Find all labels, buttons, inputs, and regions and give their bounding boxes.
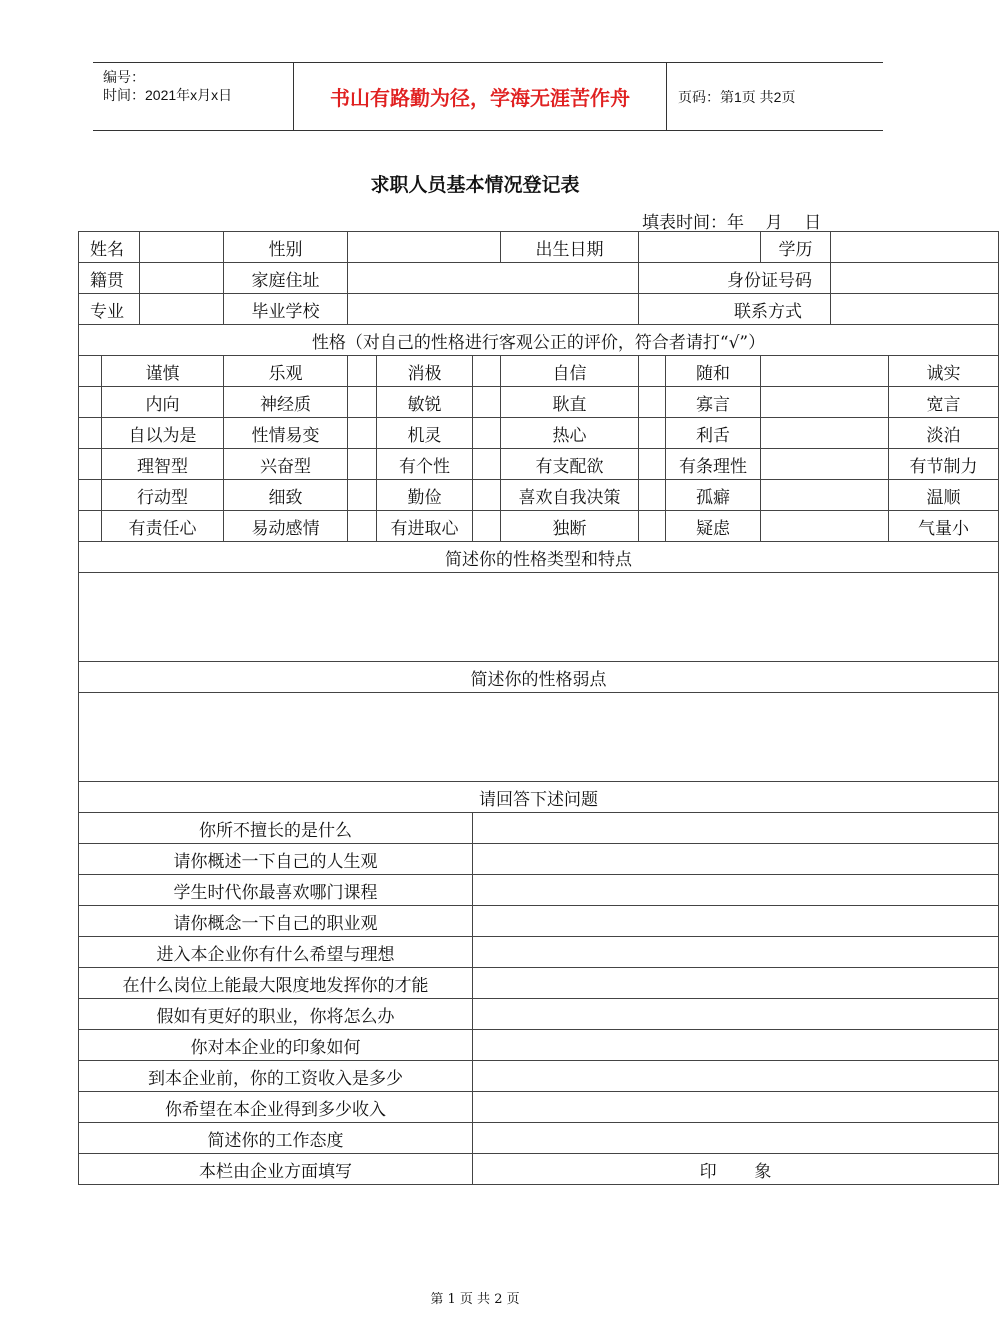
trait-label: 随和 bbox=[666, 356, 761, 387]
trait-checkbox[interactable] bbox=[761, 356, 889, 387]
trait-label: 有支配欲 bbox=[501, 449, 639, 480]
trait-label: 有责任心 bbox=[102, 511, 224, 542]
trait-checkbox[interactable] bbox=[639, 387, 666, 418]
gender-field[interactable] bbox=[348, 232, 501, 263]
trait-label: 易动感情 bbox=[224, 511, 348, 542]
trait-checkbox[interactable] bbox=[639, 511, 666, 542]
trait-row bbox=[79, 449, 999, 480]
trait-label: 乐观 bbox=[224, 356, 348, 387]
trait-label: 自信 bbox=[501, 356, 639, 387]
trait-label: 寡言 bbox=[666, 387, 761, 418]
fill-time: 填表时间：年 月 日 bbox=[642, 213, 822, 233]
trait-checkbox[interactable] bbox=[639, 418, 666, 449]
trait-label: 有进取心 bbox=[377, 511, 473, 542]
page-header bbox=[93, 62, 883, 131]
native-field[interactable] bbox=[140, 263, 224, 294]
company-fill-row bbox=[79, 1154, 999, 1185]
trait-checkbox[interactable] bbox=[348, 449, 377, 480]
address-field[interactable] bbox=[348, 263, 639, 294]
name-label: 姓名 bbox=[79, 232, 140, 263]
question-answer-field[interactable] bbox=[473, 906, 999, 937]
trait-checkbox[interactable] bbox=[79, 449, 102, 480]
trait-label: 内向 bbox=[102, 387, 224, 418]
trait-checkbox[interactable] bbox=[639, 480, 666, 511]
trait-label: 勤俭 bbox=[377, 480, 473, 511]
page-footer: 第 1 页 共 2 页 bbox=[430, 1292, 520, 1307]
question-answer-field[interactable] bbox=[473, 1030, 999, 1061]
birth-label: 出生日期 bbox=[501, 232, 639, 263]
contact-label: 联系方式 bbox=[639, 294, 831, 325]
registration-form bbox=[78, 231, 999, 1185]
trait-checkbox[interactable] bbox=[473, 511, 501, 542]
question-answer-field[interactable] bbox=[473, 844, 999, 875]
trait-label: 有个性 bbox=[377, 449, 473, 480]
question-answer-field[interactable] bbox=[473, 968, 999, 999]
question-label: 你对本企业的印象如何 bbox=[79, 1030, 473, 1061]
question-row bbox=[79, 906, 999, 937]
describe-weakness-field[interactable] bbox=[79, 693, 999, 782]
question-label: 在什么岗位上能最大限度地发挥你的才能 bbox=[79, 968, 473, 999]
trait-label: 气量小 bbox=[889, 511, 999, 542]
company-fill-label: 本栏由企业方面填写 bbox=[79, 1154, 473, 1185]
trait-label: 敏锐 bbox=[377, 387, 473, 418]
trait-label: 利舌 bbox=[666, 418, 761, 449]
question-label: 学生时代你最喜欢哪门课程 bbox=[79, 875, 473, 906]
personality-header-row bbox=[79, 325, 999, 356]
question-row bbox=[79, 937, 999, 968]
major-label: 专业 bbox=[79, 294, 140, 325]
trait-label: 独断 bbox=[501, 511, 639, 542]
questions-header: 请回答下述问题 bbox=[79, 782, 999, 813]
trait-label: 性情易变 bbox=[224, 418, 348, 449]
trait-checkbox[interactable] bbox=[79, 356, 102, 387]
trait-checkbox[interactable] bbox=[348, 387, 377, 418]
trait-checkbox[interactable] bbox=[79, 480, 102, 511]
question-label: 假如有更好的职业，你将怎么办 bbox=[79, 999, 473, 1030]
describe-type-label: 简述你的性格类型和特点 bbox=[79, 542, 999, 573]
question-row bbox=[79, 968, 999, 999]
question-answer-field[interactable] bbox=[473, 813, 999, 844]
trait-row bbox=[79, 356, 999, 387]
describe-type-header-row bbox=[79, 542, 999, 573]
address-label: 家庭住址 bbox=[224, 263, 348, 294]
header-meta bbox=[93, 63, 294, 130]
trait-checkbox[interactable] bbox=[639, 449, 666, 480]
trait-label: 淡泊 bbox=[889, 418, 999, 449]
motto-text: 书山有路勤为径，学海无涯苦作舟 bbox=[294, 63, 667, 130]
impression-label: 印 象 bbox=[473, 1154, 999, 1185]
trait-checkbox[interactable] bbox=[761, 449, 889, 480]
page-info: 页码：第1页 共2页 bbox=[678, 88, 796, 105]
trait-checkbox[interactable] bbox=[79, 387, 102, 418]
basic-info-row-1 bbox=[79, 232, 999, 263]
describe-weakness-answer-row bbox=[79, 693, 999, 782]
trait-label: 有节制力 bbox=[889, 449, 999, 480]
number-label: 编号： bbox=[103, 69, 145, 85]
question-answer-field[interactable] bbox=[473, 1092, 999, 1123]
question-row bbox=[79, 875, 999, 906]
trait-label: 疑虑 bbox=[666, 511, 761, 542]
name-field[interactable] bbox=[140, 232, 224, 263]
question-label: 简述你的工作态度 bbox=[79, 1123, 473, 1154]
trait-label: 喜欢自我决策 bbox=[501, 480, 639, 511]
id-field[interactable] bbox=[831, 263, 999, 294]
gender-label: 性别 bbox=[224, 232, 348, 263]
question-row bbox=[79, 1061, 999, 1092]
trait-checkbox[interactable] bbox=[473, 418, 501, 449]
trait-label: 机灵 bbox=[377, 418, 473, 449]
time-label: 时间：2021年x月x日 bbox=[103, 87, 233, 103]
trait-checkbox[interactable] bbox=[348, 418, 377, 449]
personality-header: 性格（对自己的性格进行客观公正的评价，符合者请打“√”） bbox=[79, 325, 999, 356]
trait-label: 理智型 bbox=[102, 449, 224, 480]
basic-info-row-3 bbox=[79, 294, 999, 325]
question-row bbox=[79, 1123, 999, 1154]
trait-label: 温顺 bbox=[889, 480, 999, 511]
trait-checkbox[interactable] bbox=[761, 418, 889, 449]
trait-checkbox[interactable] bbox=[79, 511, 102, 542]
question-answer-field[interactable] bbox=[473, 999, 999, 1030]
trait-label: 神经质 bbox=[224, 387, 348, 418]
question-answer-field[interactable] bbox=[473, 875, 999, 906]
trait-row bbox=[79, 387, 999, 418]
school-label: 毕业学校 bbox=[224, 294, 348, 325]
trait-checkbox[interactable] bbox=[761, 387, 889, 418]
trait-label: 诚实 bbox=[889, 356, 999, 387]
describe-weakness-label: 简述你的性格弱点 bbox=[79, 662, 999, 693]
native-label: 籍贯 bbox=[79, 263, 140, 294]
trait-label: 兴奋型 bbox=[224, 449, 348, 480]
question-answer-field[interactable] bbox=[473, 1061, 999, 1092]
question-answer-field[interactable] bbox=[473, 1123, 999, 1154]
contact-field[interactable] bbox=[831, 294, 999, 325]
major-field[interactable] bbox=[140, 294, 224, 325]
question-answer-field[interactable] bbox=[473, 937, 999, 968]
trait-checkbox[interactable] bbox=[348, 356, 377, 387]
question-row bbox=[79, 813, 999, 844]
question-label: 进入本企业你有什么希望与理想 bbox=[79, 937, 473, 968]
trait-label: 细致 bbox=[224, 480, 348, 511]
question-row bbox=[79, 844, 999, 875]
education-field[interactable] bbox=[831, 232, 999, 263]
trait-row bbox=[79, 480, 999, 511]
trait-row bbox=[79, 418, 999, 449]
trait-checkbox[interactable] bbox=[761, 511, 889, 542]
question-label: 到本企业前，你的工资收入是多少 bbox=[79, 1061, 473, 1092]
trait-label: 自以为是 bbox=[102, 418, 224, 449]
trait-label: 热心 bbox=[501, 418, 639, 449]
trait-checkbox[interactable] bbox=[473, 449, 501, 480]
basic-info-row-2 bbox=[79, 263, 999, 294]
trait-label: 消极 bbox=[377, 356, 473, 387]
question-label: 你所不擅长的是什么 bbox=[79, 813, 473, 844]
trait-checkbox[interactable] bbox=[348, 511, 377, 542]
trait-checkbox[interactable] bbox=[761, 480, 889, 511]
question-row bbox=[79, 1092, 999, 1123]
id-label: 身份证号码 bbox=[639, 263, 831, 294]
trait-row bbox=[79, 511, 999, 542]
question-label: 你希望在本企业得到多少收入 bbox=[79, 1092, 473, 1123]
describe-weakness-header-row bbox=[79, 662, 999, 693]
question-label: 请你概述一下自己的人生观 bbox=[79, 844, 473, 875]
trait-label: 行动型 bbox=[102, 480, 224, 511]
trait-checkbox[interactable] bbox=[639, 356, 666, 387]
describe-type-answer-row bbox=[79, 573, 999, 662]
trait-label: 有条理性 bbox=[666, 449, 761, 480]
question-row bbox=[79, 999, 999, 1030]
questions-header-row bbox=[79, 782, 999, 813]
trait-checkbox[interactable] bbox=[473, 387, 501, 418]
birth-field[interactable] bbox=[639, 232, 761, 263]
trait-label: 孤癖 bbox=[666, 480, 761, 511]
trait-label: 耿直 bbox=[501, 387, 639, 418]
trait-label: 谨慎 bbox=[102, 356, 224, 387]
form-title: 求职人员基本情况登记表 bbox=[370, 174, 580, 196]
trait-checkbox[interactable] bbox=[79, 418, 102, 449]
trait-checkbox[interactable] bbox=[473, 356, 501, 387]
question-row bbox=[79, 1030, 999, 1061]
trait-checkbox[interactable] bbox=[348, 480, 377, 511]
trait-checkbox[interactable] bbox=[473, 480, 501, 511]
describe-type-field[interactable] bbox=[79, 573, 999, 662]
question-label: 请你概念一下自己的职业观 bbox=[79, 906, 473, 937]
trait-label: 宽言 bbox=[889, 387, 999, 418]
school-field[interactable] bbox=[348, 294, 639, 325]
education-label: 学历 bbox=[761, 232, 831, 263]
